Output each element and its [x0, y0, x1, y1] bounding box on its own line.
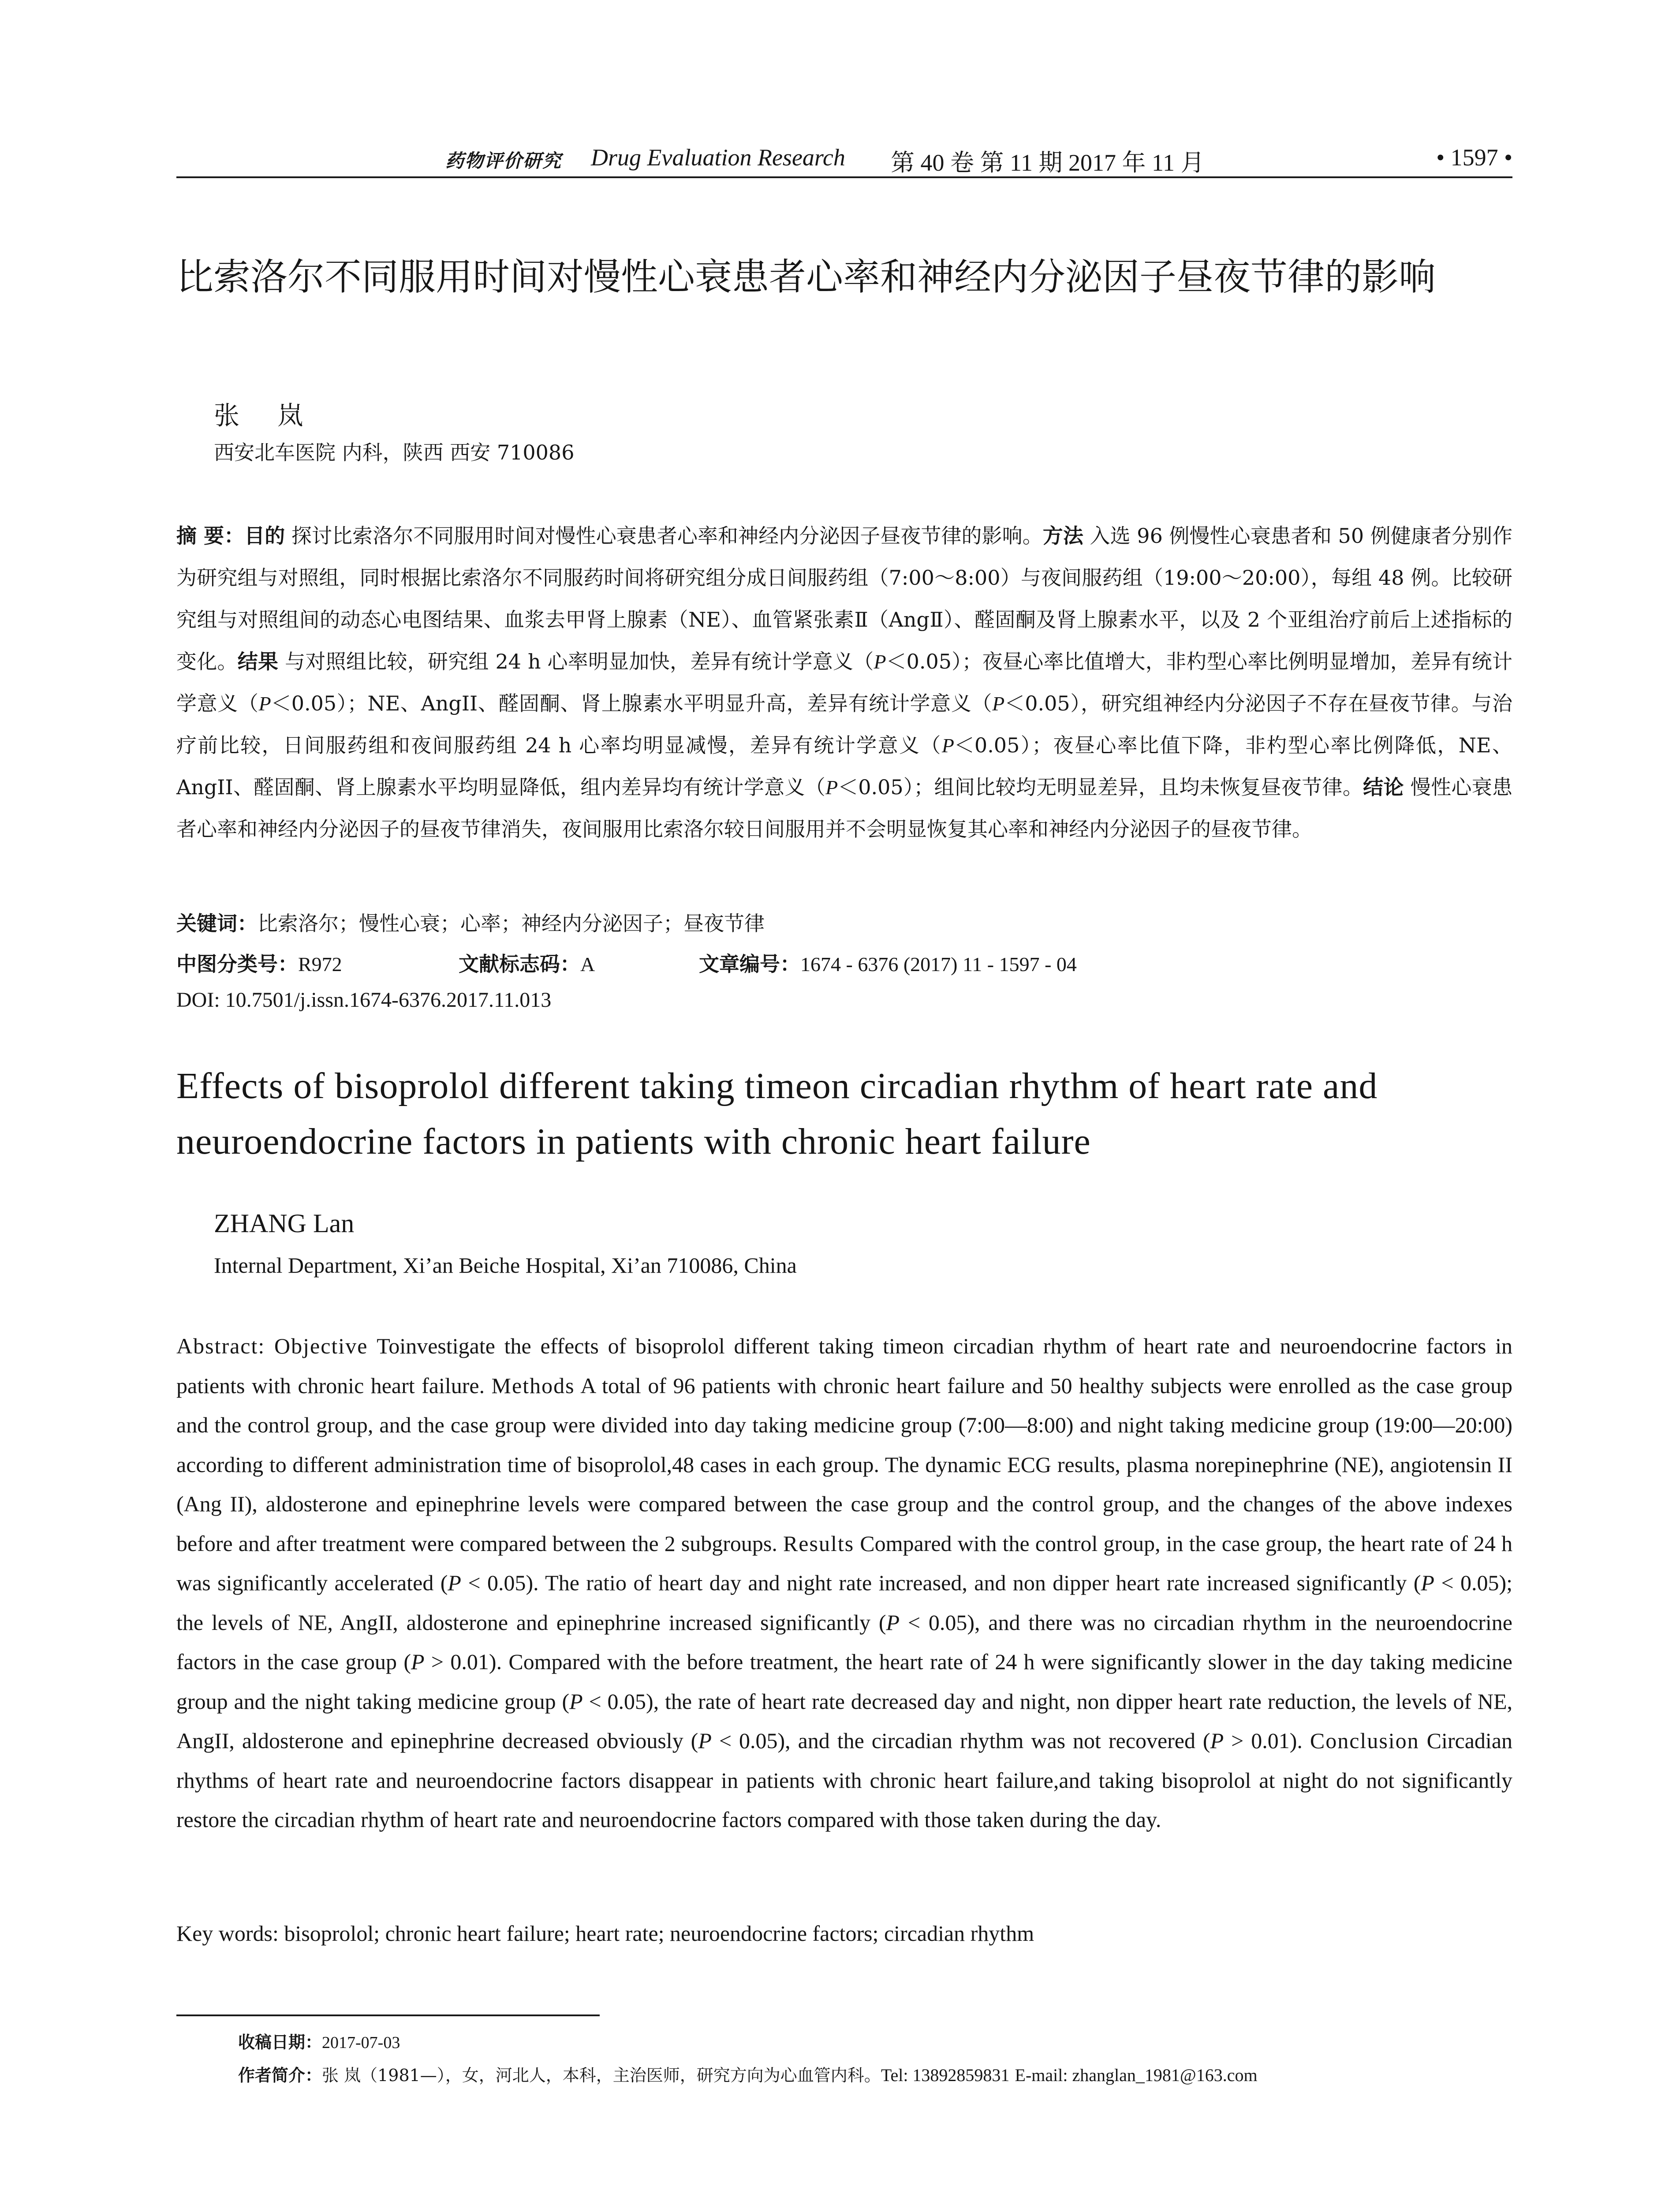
header-rule: [176, 176, 1512, 178]
chinese-affiliation: 西安北车医院 内科，陕西 西安 710086: [214, 441, 575, 464]
author-email[interactable]: E-mail: zhanglan_1981@163.com: [1015, 2065, 1258, 2085]
en-results-text: Compared with the control group, in the case group, the heart rate of 24 h was significantly accelerated (: [176, 1531, 1513, 1595]
p-symbol: P: [886, 1610, 900, 1635]
english-keywords: [176, 1921, 1034, 1946]
en-results-text: < 0.05), and there was no circadian rhythm in the neuroendocrine factors in the case group (: [176, 1610, 1512, 1674]
english-title: Effects of bisoprolol different taking timeon circadian rhythm of heart rate and neuroendocrine factors in patients with chronic heart failure: [176, 1065, 1378, 1162]
doc-code-value: A: [580, 953, 595, 975]
doi[interactable]: DOI: 10.7501/j.issn.1674-6376.2017.11.013: [176, 988, 552, 1012]
issue-info: 第 40 卷 第 11 期 2017 年 11 月: [891, 149, 1205, 176]
p-symbol: P: [448, 1570, 461, 1595]
journal-logo-cn: 药物评价研究: [445, 150, 562, 172]
english-affiliation: Internal Department, Xi’an Beiche Hospital, Xi’an 710086, China: [214, 1253, 797, 1278]
page-number: • 1597 •: [1436, 144, 1512, 171]
doc-code-label: 文献标志码：: [459, 952, 580, 976]
p-symbol: P: [411, 1649, 425, 1674]
en-results-text: > 0.01). Compared with the before treatment, the heart rate of 24 h were significantly slower in the day taking medicine group and the night taking medicine group (: [176, 1649, 1512, 1714]
clc-value: R972: [298, 953, 342, 975]
en-results-text: < 0.05). The ratio of heart day and night rate increased, and non dipper heart rate increased significantly (: [461, 1570, 1421, 1595]
cn-keywords-text: 比索洛尔；慢性心衰；心率；神经内分泌因子；昼夜节律: [258, 912, 765, 935]
cn-conclusion-text: 慢性心衰患者心率和神经内分泌因子的昼夜节律消失，夜间服用比索洛尔较日间服用并不会明显恢复其心率和神经内分泌因子的昼夜节律。: [176, 775, 1513, 841]
clc-number: [176, 948, 342, 977]
received-value: 2017-07-03: [322, 2033, 400, 2052]
article-no-value: 1674 - 6376 (2017) 11 - 1597 - 04: [800, 953, 1077, 975]
cn-results-label: 结果: [237, 650, 279, 673]
en-methods-text: A total of 96 patients with chronic heart failure and 50 healthy subjects were enrolled as the case group and the control group, and the case group were divided into day taking medicine group (7:00—8:00) and night taking medicine group (19:00—20:00) according to different administration time of bisoprolol,48 cases in each group. The dynamic ECG results, plasma norepinephrine (NE), angiotensin II (Ang II), aldosterone and epinephrine levels were compared between the case group and the control group, and the changes of the above indexes before and after treatment were compared between the 2 subgroups.: [176, 1373, 1512, 1556]
p-symbol: P: [1210, 1728, 1224, 1753]
cn-objective-text: 探讨比索洛尔不同服用时间对慢性心衰患者心率和神经内分泌因子昼夜节律的影响。: [291, 524, 1043, 548]
p-symbol: P: [698, 1728, 712, 1753]
en-keywords-label: Key words:: [176, 1921, 279, 1946]
en-conclusion-text: Circadian rhythms of heart rate and neuroendocrine factors disappear in patients with chronic heart failure,and taking bisoprolol at night do not significantly restore the circadian rhythm of heart rate and neuroendocrine factors compared with those taken during the day.: [176, 1728, 1513, 1832]
en-objective-text: Toinvestigate the effects of bisoprolol different taking timeon circadian rhythm of heart rate and neuroendocrine factors in patients with chronic heart failure.: [176, 1334, 1512, 1398]
en-methods-label: Methods: [491, 1373, 575, 1398]
chinese-abstract: [176, 515, 1512, 850]
en-results-label: Results: [783, 1531, 855, 1556]
article-number: [699, 948, 1077, 977]
received-label: 收稿日期：: [238, 2033, 322, 2052]
en-abstract-label: Abstract:: [176, 1334, 265, 1358]
author-bio-text: 张 岚（1981—），女，河北人，本科，主治医师，研究方向为心血管内科。: [322, 2066, 881, 2085]
cn-methods-text: 入选 96 例慢性心衰患者和 50 例健康者分别作为研究组与对照组，同时根据比索洛尔不同服药时间将研究组分成日间服药组（7:00～8:00）与夜间服药组（19:00～20:00），每组 48 例。比较研究组与对照组间的动态心电图结果、血浆去甲肾上腺素（NE）、血管紧张素Ⅱ（AngⅡ）、醛固酮及肾上腺素水平，以及 2 个亚组治疗前后上述指标的变化。: [176, 524, 1513, 673]
cn-results-text: ＜0.05）；NE、AngII、醛固酮、肾上腺素水平明显升高，差异有统计学意义（: [271, 691, 993, 715]
chinese-title: 比索洛尔不同服用时间对慢性心衰患者心率和神经内分泌因子昼夜节律的影响: [176, 255, 1436, 299]
author-bio: [238, 2062, 1258, 2086]
en-objective-label: Objective: [274, 1334, 368, 1358]
en-conclusion-label: Conclusion: [1310, 1728, 1419, 1753]
en-keywords-text: bisoprolol; chronic heart failure; heart rate; neuroendocrine factors; circadian rhythm: [284, 1921, 1034, 1946]
p-symbol: P: [825, 776, 838, 799]
cn-results-text: ＜0.05），研究组神经内分泌因子不存在昼夜节律。与治疗前比较，日间服药组和夜间服药组 24 h 心率均明显减慢，差异有统计学意义（: [176, 691, 1512, 757]
chinese-keywords: [176, 908, 765, 937]
clc-label: 中图分类号：: [176, 952, 298, 976]
cn-results-text: ＜0.05）；夜昼心率比值下降，非杓型心率比例降低，NE、AngII、醛固酮、肾上腺素水平均明显降低，组内差异均有统计学意义（: [176, 733, 1512, 799]
cn-methods-label: 方法: [1042, 524, 1083, 548]
cn-keywords-label: 关键词：: [176, 912, 258, 935]
author-bio-label: 作者简介：: [238, 2066, 322, 2085]
p-symbol: P: [258, 692, 271, 715]
en-results-text: > 0.01).: [1224, 1728, 1303, 1753]
cn-results-text: 与对照组比较，研究组 24 h 心率明显加快，差异有统计学意义（: [285, 650, 874, 673]
chinese-author: 张 岚: [214, 400, 318, 430]
document-code: [459, 948, 595, 977]
journal-name-en: Drug Evaluation Research: [591, 144, 845, 171]
cn-results-text: ＜0.05）；夜昼心率比值增大，非杓型心率比例明显增加，差异有统计学意义（: [176, 650, 1513, 715]
p-symbol: P: [941, 734, 954, 757]
received-date: [238, 2029, 400, 2053]
article-no-label: 文章编号：: [699, 952, 800, 976]
en-results-text: < 0.05), the rate of heart rate decreased day and night, non dipper heart rate reduction, the levels of NE, AngII, aldosterone and epinephrine decreased obviously (: [176, 1689, 1512, 1753]
author-tel: Tel: 13892859831: [881, 2065, 1010, 2085]
p-symbol: P: [1421, 1570, 1434, 1595]
p-symbol: P: [992, 692, 1005, 715]
en-results-text: < 0.05); the levels of NE, AngII, aldosterone and epinephrine increased significantly (: [176, 1570, 1512, 1635]
cn-results-text: ＜0.05）；组间比较均无明显差异，且均未恢复昼夜节律。: [838, 775, 1363, 799]
english-author: ZHANG Lan: [214, 1209, 355, 1238]
cn-conclusion-label: 结论: [1363, 775, 1404, 799]
cn-abstract-label: 摘 要：: [176, 524, 245, 548]
english-abstract: [176, 1327, 1512, 1840]
p-symbol: P: [874, 650, 886, 673]
running-header: [176, 140, 1512, 176]
en-results-text: < 0.05), and the circadian rhythm was not recovered (: [711, 1728, 1210, 1753]
p-symbol: P: [569, 1689, 583, 1714]
cn-objective-label: 目的: [244, 524, 285, 548]
footnote-rule: [176, 2014, 600, 2016]
